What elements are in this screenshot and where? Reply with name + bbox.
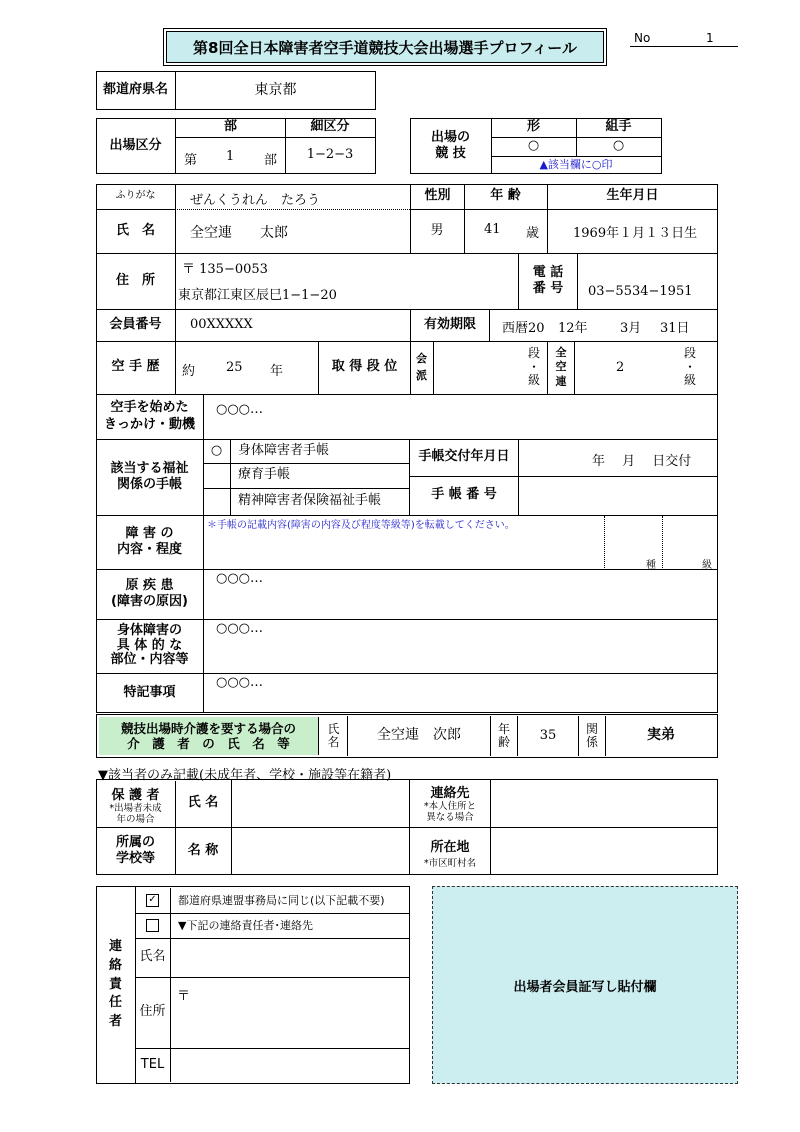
contact-address-label: 住所 bbox=[135, 977, 171, 1049]
contact-tel-label: TEL bbox=[135, 1048, 171, 1082]
contact-name-label: 氏名 bbox=[135, 938, 171, 978]
contact-label-cell bbox=[409, 779, 491, 827]
kyu-label: 級 bbox=[702, 560, 712, 571]
karate-years[interactable]: 25 bbox=[226, 360, 243, 375]
expiry-day[interactable]: 31日 bbox=[660, 321, 690, 336]
location-note: *市区町村名 bbox=[423, 858, 477, 869]
divider bbox=[203, 463, 231, 464]
school-name-field[interactable] bbox=[232, 827, 410, 875]
motive-label: 空手を始めた きっかけ・動機 bbox=[96, 394, 204, 439]
paste-area-label: 出場者会員証写し貼付欄 bbox=[513, 979, 657, 995]
kata-header: 形 bbox=[491, 118, 577, 138]
caregiver-label: 競技出場時介護を要する場合の 介 護 者 の 氏 名 等 bbox=[99, 717, 319, 755]
zenkuren-dan-kyu: 段 ・ 級 bbox=[683, 345, 696, 388]
remarks-value[interactable]: ○○○… bbox=[216, 675, 264, 690]
kumite-mark[interactable]: ○ bbox=[576, 137, 661, 157]
guardian-label: 保 護 者 bbox=[111, 788, 160, 803]
minor-heading: ▼該当者のみ記載(未成年者、学校・施設等在籍者) bbox=[98, 768, 392, 783]
below-contact-checkbox[interactable] bbox=[135, 913, 171, 939]
address-zip[interactable]: 〒 135−0053 bbox=[182, 262, 268, 277]
motive-value[interactable]: ○○○… bbox=[216, 402, 264, 417]
body-part-value[interactable]: ○○○… bbox=[216, 621, 264, 636]
caregiver-relation-label: 関 係 bbox=[578, 716, 606, 756]
kaiha-dan-kyu: 段 ・ 級 bbox=[527, 345, 540, 388]
category-box bbox=[96, 118, 376, 174]
prefecture-value[interactable]: 東京都 bbox=[254, 81, 297, 98]
events-label: 出場の 競 技 bbox=[410, 118, 492, 174]
welfare-label: 該当する福祉 関係の手帳 bbox=[96, 439, 204, 515]
contact-address-field[interactable] bbox=[171, 977, 409, 1049]
rank-label: 取 得 段 位 bbox=[318, 341, 411, 394]
caregiver-age-label: 年 齢 bbox=[490, 716, 518, 756]
caregiver-name[interactable]: 全空連 次郎 bbox=[377, 727, 461, 744]
location-label: 所在地 bbox=[430, 840, 470, 855]
caregiver-age[interactable]: 35 bbox=[539, 727, 557, 743]
shu-label: 種 bbox=[646, 560, 656, 571]
age-value[interactable]: 41 bbox=[484, 222, 501, 237]
gender-label: 性別 bbox=[410, 184, 465, 210]
category-label: 出場区分 bbox=[96, 118, 176, 174]
furigana-label: ふりがな bbox=[96, 184, 176, 210]
remarks-label: 特記事項 bbox=[96, 673, 204, 713]
expiry-month[interactable]: 3月 bbox=[620, 321, 642, 336]
guardian-label-cell bbox=[96, 781, 176, 827]
welfare-mark-cells[interactable] bbox=[203, 464, 231, 515]
welfare-mark-1[interactable]: ○ bbox=[203, 439, 231, 464]
guardian-name-field[interactable] bbox=[232, 779, 410, 827]
address-label: 住 所 bbox=[96, 253, 176, 309]
expiry-era: 西暦20 bbox=[502, 321, 545, 336]
dotted-divider bbox=[604, 516, 605, 568]
notebook-number-field[interactable] bbox=[518, 476, 718, 515]
prefecture-box bbox=[96, 71, 376, 110]
no-underline bbox=[630, 46, 738, 47]
same-as-office-label: 都道府県連盟事務局に同じ(以下記載不要) bbox=[170, 888, 409, 914]
bu-value[interactable]: 第 1 部 bbox=[176, 137, 286, 174]
name-label: 氏 名 bbox=[96, 209, 176, 253]
karate-approx: 約 bbox=[182, 364, 196, 379]
contact-zip-mark: 〒 bbox=[177, 989, 191, 1004]
age-label: 年 齢 bbox=[464, 184, 548, 210]
issue-date-label: 手帳交付年月日 bbox=[409, 439, 519, 477]
divider bbox=[203, 488, 231, 489]
phone-label: 電 話 番 号 bbox=[518, 253, 578, 309]
divider bbox=[547, 209, 548, 253]
member-label: 会員番号 bbox=[96, 309, 176, 341]
same-as-office-checkbox[interactable]: ✓ bbox=[135, 888, 171, 914]
guardian-note: *出場者未成 年の場合 bbox=[109, 803, 162, 826]
events-note: ▲該当欄に○印 bbox=[539, 157, 613, 171]
address-line[interactable]: 東京都江東区辰巳1−1−20 bbox=[178, 288, 337, 303]
contact-label: 連絡先 bbox=[430, 786, 470, 801]
location-label-cell bbox=[409, 827, 491, 875]
contact-person-label: 連 絡 責 任 者 bbox=[96, 886, 136, 1084]
caregiver-relation[interactable]: 実弟 bbox=[647, 727, 675, 744]
welfare-item-1: 身体障害者手帳 bbox=[230, 439, 409, 464]
welfare-item-3: 精神障害者保険福祉手帳 bbox=[238, 493, 382, 509]
notebook-number-label: 手 帳 番 号 bbox=[409, 476, 519, 515]
disability-label: 障 害 の 内容・程度 bbox=[96, 515, 204, 569]
contact-tel-field[interactable] bbox=[171, 1048, 409, 1082]
contact-name-field[interactable] bbox=[171, 938, 409, 978]
phone-value[interactable]: 03−5534−1951 bbox=[588, 284, 693, 299]
form-title: 第8回全日本障害者空手道競技大会出場選手プロフィール bbox=[166, 31, 604, 63]
dotted-divider bbox=[662, 516, 663, 568]
member-value[interactable]: 00XXXXX bbox=[190, 317, 253, 332]
cause-value[interactable]: ○○○… bbox=[216, 571, 264, 586]
membership-card-paste-area[interactable] bbox=[432, 886, 738, 1084]
gender-value[interactable]: 男 bbox=[410, 209, 465, 253]
disability-note: ＊手帳の記載内容(障害の内容及び程度等級等)を転載してください。 bbox=[207, 520, 515, 531]
expiry-year[interactable]: 12年 bbox=[558, 321, 588, 336]
body-part-label: 身体障害の 具 体 的 な 部位・内容等 bbox=[96, 619, 204, 673]
age-unit: 歳 bbox=[526, 226, 540, 241]
school-location-field[interactable] bbox=[491, 827, 717, 875]
kata-mark[interactable]: ○ bbox=[491, 137, 577, 157]
guardian-contact-field[interactable] bbox=[491, 779, 717, 827]
expiry-label: 有効期限 bbox=[410, 309, 490, 341]
name-value[interactable]: 全空連 太郎 bbox=[190, 225, 288, 241]
row-divider bbox=[96, 309, 718, 310]
birth-value[interactable]: 1969年１月１３日生 bbox=[573, 226, 698, 241]
karate-label: 空 手 歴 bbox=[96, 341, 176, 394]
no-label: No bbox=[634, 31, 651, 45]
zenkuren-value[interactable]: 2 bbox=[616, 360, 625, 375]
prefecture-label: 都道府県名 bbox=[96, 71, 176, 110]
furigana-divider bbox=[175, 209, 410, 210]
school-label: 所属の 学校等 bbox=[96, 827, 176, 875]
furigana-value[interactable]: ぜんくうれん たろう bbox=[190, 193, 321, 208]
kumite-header: 組手 bbox=[576, 118, 661, 138]
events-box bbox=[410, 118, 662, 174]
contact-note: *本人住所と 異なる場合 bbox=[423, 801, 477, 824]
issue-date-value[interactable]: 年 月 日交付 bbox=[592, 454, 692, 469]
guardian-name-label: 氏 名 bbox=[175, 779, 232, 827]
cause-label: 原 疾 患 (障害の原因) bbox=[96, 569, 204, 619]
saikubun-header: 細区分 bbox=[285, 118, 375, 138]
no-value: 1 bbox=[706, 31, 714, 45]
birth-label: 生年月日 bbox=[547, 184, 718, 210]
welfare-item-2: 療育手帳 bbox=[230, 463, 409, 489]
row-divider bbox=[96, 253, 718, 254]
caregiver-name-label: 氏 名 bbox=[320, 716, 348, 756]
kaiha-label: 会 派 bbox=[410, 341, 434, 394]
school-name-label: 名 称 bbox=[175, 827, 232, 875]
below-contact-label: ▼下記の連絡責任者･連絡先 bbox=[170, 913, 409, 939]
saikubun-value[interactable]: 1−2−3 bbox=[306, 147, 354, 163]
zenkuren-label: 全 空 連 bbox=[547, 341, 575, 394]
karate-year-unit: 年 bbox=[270, 364, 284, 379]
bu-header: 部 bbox=[176, 118, 286, 138]
